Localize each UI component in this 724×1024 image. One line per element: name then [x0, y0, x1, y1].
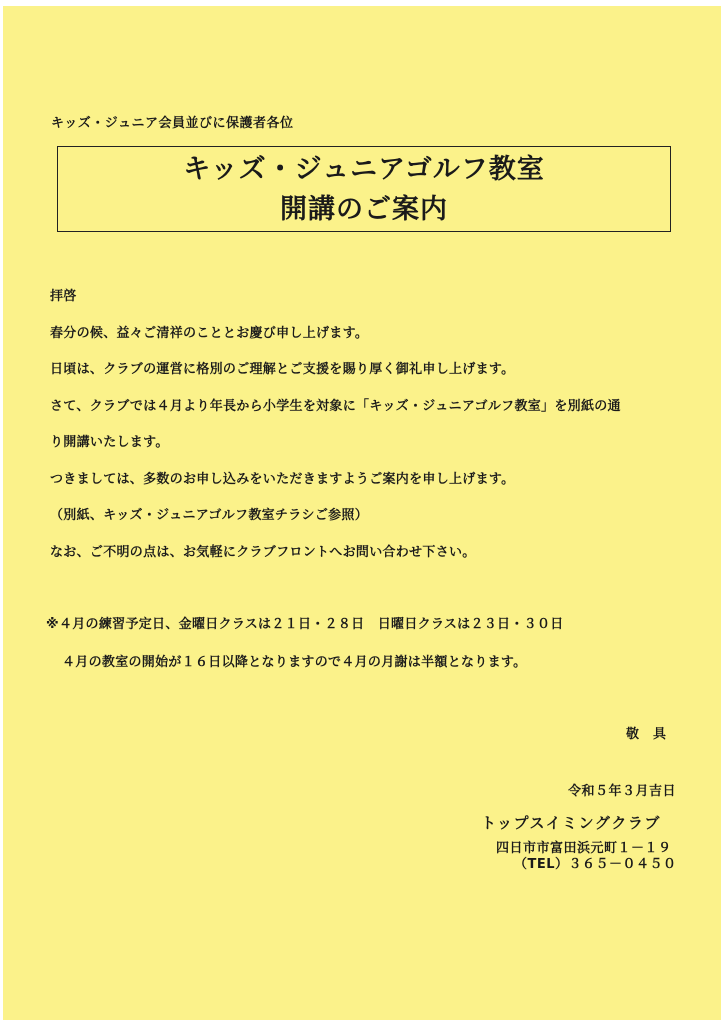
body-line: なお、ご不明の点は、お気軽にクラブフロントへお問い合わせ下さい。	[50, 544, 476, 560]
body-line: 春分の候、益々ご清祥のこととお慶び申し上げます。	[50, 325, 369, 341]
addressee: キッズ・ジュニア会員並びに保護者各位	[51, 116, 294, 131]
fee-note: ４月の教室の開始が１６日以降となりますので４月の月謝は半額となります。	[62, 655, 527, 670]
issue-date: 令和５年３月吉日	[568, 784, 677, 799]
body-line: さて、クラブでは４月より年長から小学生を対象に「キッズ・ジュニアゴルフ教室」を別紙の通	[50, 398, 621, 414]
closing-salutation: 敬 具	[626, 727, 667, 742]
body-line: 拝啓	[50, 289, 77, 304]
letter-body	[50, 287, 680, 579]
title-box	[57, 146, 671, 232]
body-line: り開講いたします。	[50, 435, 169, 450]
sender-tel: （TEL）３６５－０４５０	[514, 857, 677, 872]
body-line: （別紙、キッズ・ジュニアゴルフ教室チラシご参照）	[50, 508, 369, 523]
title-line-1: キッズ・ジュニアゴルフ教室	[183, 154, 545, 185]
sender-address: 四日市市富田浜元町１－１９	[496, 841, 672, 856]
schedule-note: ※４月の練習予定日、金曜日クラスは２１日・２８日 日曜日クラスは２３日・３０日	[46, 617, 564, 632]
sender-name: トップスイミングクラブ	[481, 814, 661, 832]
body-line: 日頃は、クラブの運営に格別のご理解とご支援を賜り厚く御礼申し上げます。	[50, 362, 515, 377]
body-line: つきましては、多数のお申し込みをいただきますようご案内を申し上げます。	[50, 471, 515, 487]
title-line-2: 開講のご案内	[280, 194, 448, 225]
